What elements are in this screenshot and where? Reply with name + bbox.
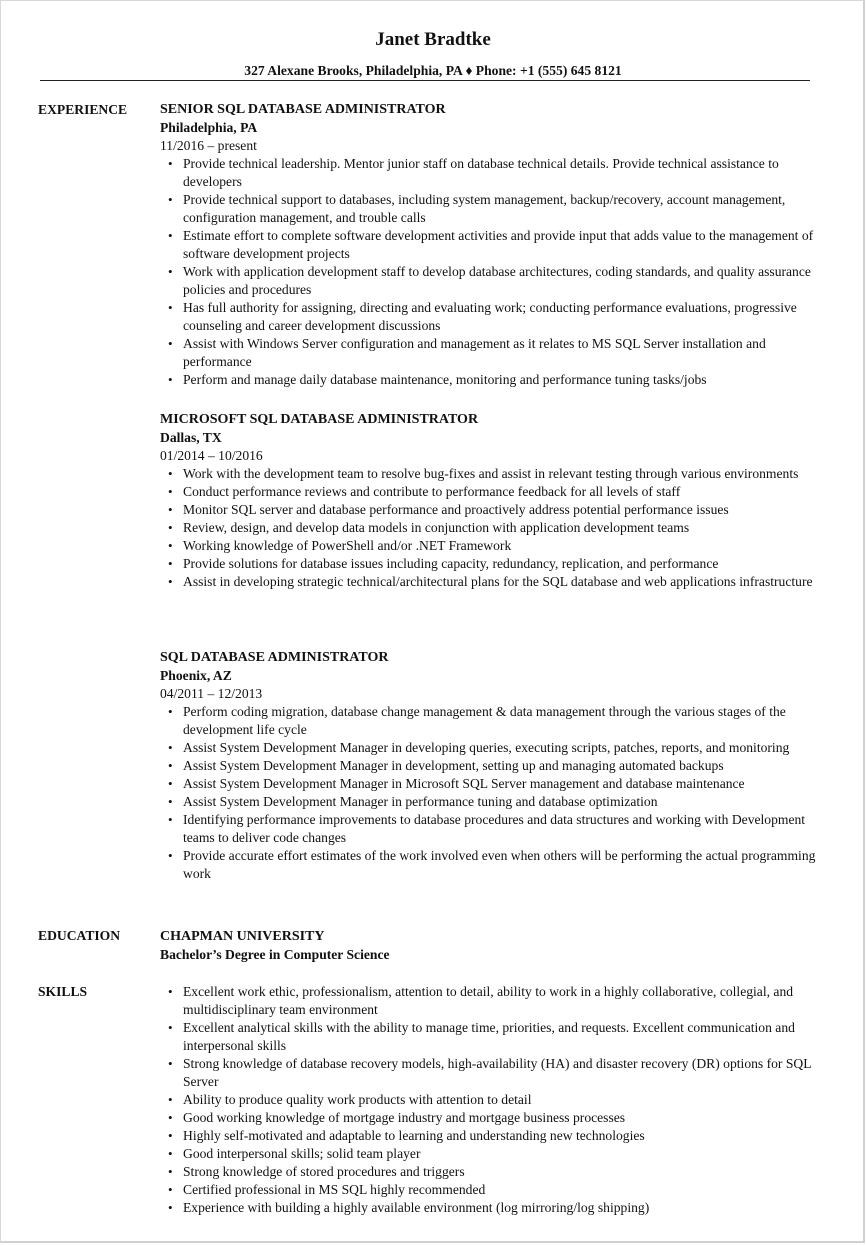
list-item: • Certified professional in MS SQL highly recommended	[160, 1181, 820, 1199]
job-bullets	[160, 703, 820, 883]
skills-list	[160, 983, 820, 1217]
list-item: • Conduct performance reviews and contribute to performance feedback for all levels of staff	[160, 483, 820, 501]
list-item: • Perform coding migration, database change management & data management through the various stages of the development life cycle	[160, 703, 820, 739]
list-item: • Assist System Development Manager in development, setting up and managing automated backups	[160, 757, 820, 775]
job-dates: 11/2016 – present	[160, 138, 257, 153]
job-location: Dallas, TX	[160, 430, 222, 445]
job-title: SENIOR SQL DATABASE ADMINISTRATOR	[160, 102, 446, 117]
job-1	[160, 101, 820, 389]
degree: Bachelor’s Degree in Computer Science	[160, 947, 390, 962]
list-item: • Assist System Development Manager in Microsoft SQL Server management and database maintenance	[160, 775, 820, 793]
list-item: • Good working knowledge of mortgage industry and mortgage business processes	[160, 1109, 820, 1127]
contact-line: 327 Alexane Brooks, Philadelphia, PA ♦ Phone: +1 (555) 645 8121	[244, 63, 622, 78]
job-location: Phoenix, AZ	[160, 668, 232, 683]
list-item: • Perform and manage daily database maintenance, monitoring and performance tuning tasks/jobs	[160, 371, 820, 389]
list-item: • Excellent analytical skills with the ability to manage time, priorities, and requests. Excellent communication and interpersonal skills	[160, 1019, 820, 1055]
job-dates: 01/2014 – 10/2016	[160, 448, 263, 463]
education-label: EDUCATION	[38, 928, 121, 943]
education-block	[160, 928, 820, 964]
job-3	[160, 649, 820, 883]
job-title: SQL DATABASE ADMINISTRATOR	[160, 650, 389, 665]
list-item: • Has full authority for assigning, directing and evaluating work; conducting performance evaluations, progressive counseling and career development discussions	[160, 299, 820, 335]
list-item: • Assist in developing strategic technical/architectural plans for the SQL database and web applications infrastructure	[160, 573, 820, 591]
list-item: • Assist System Development Manager in developing queries, executing scripts, patches, reports, and monitoring	[160, 739, 820, 757]
list-item: • Provide technical support to databases, including system management, backup/recovery, account management, configuration management, and trouble calls	[160, 191, 820, 227]
list-item: • Work with the development team to resolve bug-fixes and assist in relevant testing through various environments	[160, 465, 820, 483]
list-item: • Ability to produce quality work products with attention to detail	[160, 1091, 820, 1109]
job-title: MICROSOFT SQL DATABASE ADMINISTRATOR	[160, 412, 479, 427]
job-location: Philadelphia, PA	[160, 120, 258, 135]
skills-label: SKILLS	[38, 984, 88, 999]
job-2	[160, 411, 820, 591]
list-item: • Strong knowledge of stored procedures and triggers	[160, 1163, 820, 1181]
list-item: • Review, design, and develop data models in conjunction with application development teams	[160, 519, 820, 537]
job-dates: 04/2011 – 12/2013	[160, 686, 263, 701]
candidate-name: Janet Bradtke	[375, 29, 491, 50]
list-item: • Excellent work ethic, professionalism, attention to detail, ability to work in a highly collaborative, collegial, and multidisciplinary team environment	[160, 983, 820, 1019]
school-name: CHAPMAN UNIVERSITY	[160, 929, 325, 944]
list-item: • Monitor SQL server and database performance and proactively address potential performance issues	[160, 501, 820, 519]
experience-label: EXPERIENCE	[38, 102, 128, 117]
list-item: • Provide accurate effort estimates of the work involved even when others will be performing the actual programming work	[160, 847, 820, 883]
list-item: • Provide technical leadership. Mentor junior staff on database technical details. Provide technical assistance to developers	[160, 155, 820, 191]
job-bullets	[160, 155, 820, 389]
job-bullets	[160, 465, 820, 591]
list-item: • Good interpersonal skills; solid team player	[160, 1145, 820, 1163]
list-item: • Strong knowledge of database recovery models, high-availability (HA) and disaster recovery (DR) options for SQL Server	[160, 1055, 820, 1091]
list-item: • Estimate effort to complete software development activities and provide input that adds value to the management of software development projects	[160, 227, 820, 263]
list-item: • Highly self-motivated and adaptable to learning and understanding new technologies	[160, 1127, 820, 1145]
list-item: • Assist System Development Manager in performance tuning and database optimization	[160, 793, 820, 811]
list-item: • Experience with building a highly available environment (log mirroring/log shipping)	[160, 1199, 820, 1217]
list-item: • Work with application development staff to develop database architectures, coding standards, and quality assurance policies and procedures	[160, 263, 820, 299]
header-divider	[40, 80, 810, 81]
list-item: • Identifying performance improvements to database procedures and data structures and working with Development teams to deliver code changes	[160, 811, 820, 847]
skills-block	[160, 983, 820, 1217]
list-item: • Assist with Windows Server configuration and management as it relates to MS SQL Server installation and performance	[160, 335, 820, 371]
list-item: • Provide solutions for database issues including capacity, redundancy, replication, and performance	[160, 555, 820, 573]
list-item: • Working knowledge of PowerShell and/or .NET Framework	[160, 537, 820, 555]
